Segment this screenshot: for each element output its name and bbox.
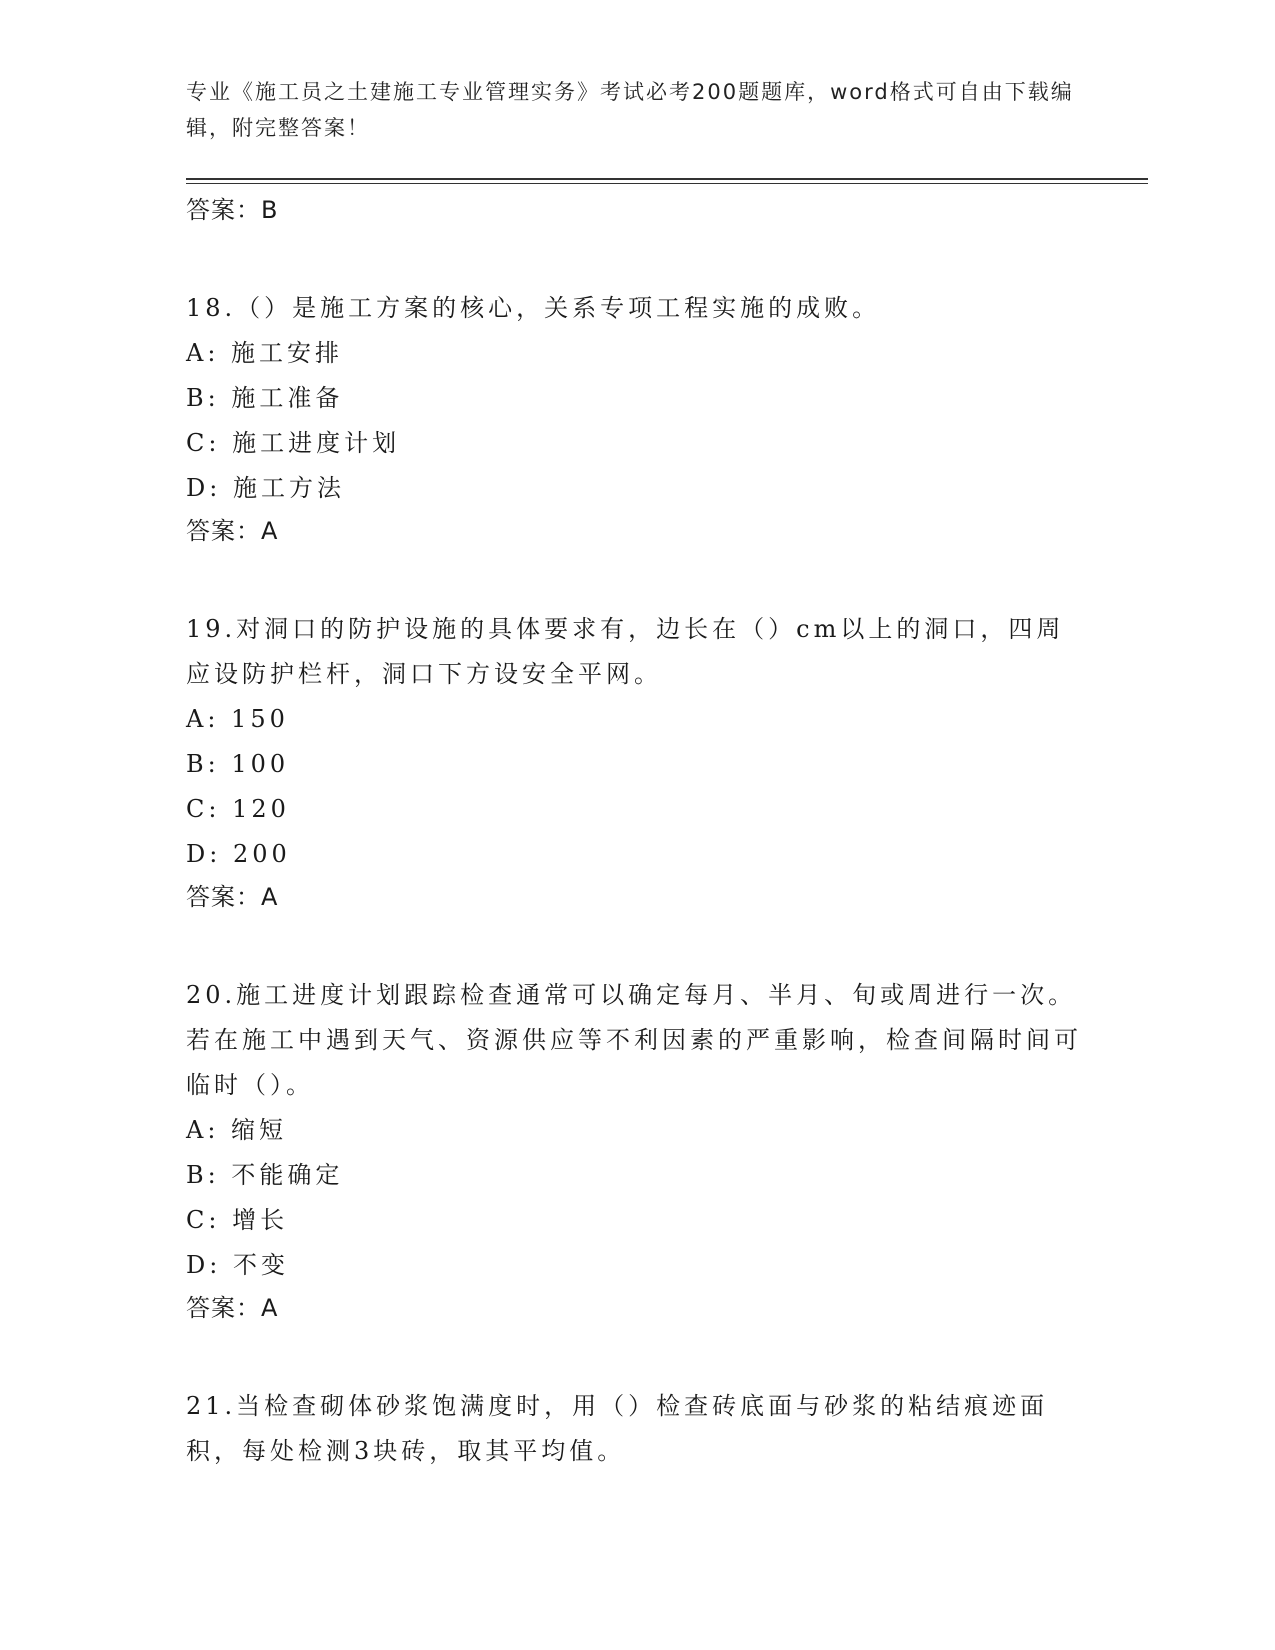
option-d: D: 200 (186, 840, 291, 868)
question-text: 21.当检查砌体砂浆饱满度时，用（）检查砖底面与砂浆的粘结痕迹面积，每处检测3块砖，取其平均值。 (186, 1392, 1049, 1465)
question-text: 19.对洞口的防护设施的具体要求有，边长在（）cm以上的洞口，四周应设防护栏杆，洞口下方设安全平网。 (186, 615, 1065, 688)
option-b: B: 100 (186, 750, 290, 778)
spacer (186, 1328, 1086, 1384)
option-a: A: 150 (186, 705, 289, 733)
spacer (186, 551, 1086, 607)
question-text: 20.施工进度计划跟踪检查通常可以确定每月、半月、旬或周进行一次。若在施工中遇到天气、资源供应等不利因素的严重影响，检查间隔时间可临时（）。 (186, 981, 1082, 1099)
option-b: B: 不能确定 (186, 1161, 344, 1189)
spacer (186, 917, 1086, 973)
answer-line: 答案：A (186, 517, 279, 545)
question-block (186, 607, 1086, 917)
answer-line: 答案：B (186, 196, 279, 224)
answer-line: 答案：A (186, 1294, 279, 1322)
question-text: 18.（）是施工方案的核心，关系专项工程实施的成败。 (186, 294, 881, 322)
question-block (186, 1384, 1086, 1474)
document-header: 专业《施工员之土建施工专业管理实务》考试必考200题题库，word格式可自由下载编辑，附完整答案！ (186, 80, 1074, 140)
header-rule-thick (186, 178, 1148, 180)
option-a: A: 缩短 (186, 1116, 288, 1144)
option-d: D: 施工方法 (186, 474, 345, 502)
answer-line: 答案：A (186, 883, 279, 911)
question-block (186, 286, 1086, 551)
question-list (186, 190, 1086, 1474)
option-b: B: 施工准备 (186, 384, 344, 412)
option-c: C: 增长 (186, 1206, 289, 1234)
option-a: A: 施工安排 (186, 339, 344, 367)
question-block (186, 973, 1086, 1328)
option-c: C: 120 (186, 795, 290, 823)
option-d: D: 不变 (186, 1251, 289, 1279)
option-c: C: 施工进度计划 (186, 429, 401, 457)
spacer (186, 230, 1086, 286)
header-rule-thin (186, 183, 1148, 184)
